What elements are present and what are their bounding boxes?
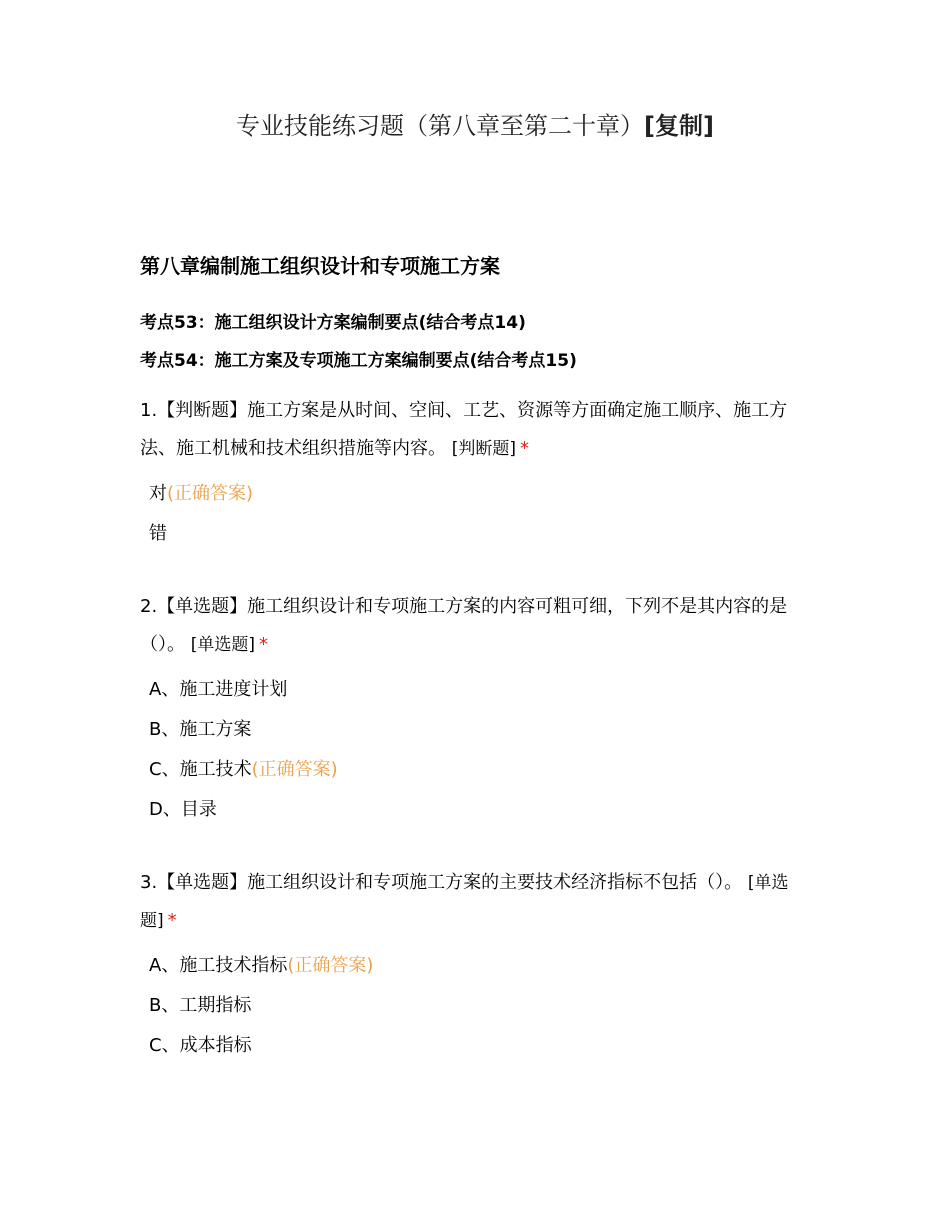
- option-false[interactable]: [149, 514, 820, 554]
- option-list: [149, 670, 820, 830]
- document-title-main: 专业技能练习题（第八章至第二十章）: [236, 112, 645, 140]
- option-label: D、目录: [149, 799, 217, 820]
- option-b[interactable]: [149, 986, 820, 1026]
- correct-answer-tag: (正确答案): [287, 955, 374, 976]
- option-label: C、成本指标: [149, 1035, 252, 1056]
- section-heading: 第八章编制施工组织设计和专项施工方案: [140, 254, 500, 278]
- question-text: [140, 392, 820, 468]
- option-c[interactable]: [149, 750, 820, 790]
- question-stem: 2.【单选题】施工组织设计和专项施工方案的内容可粗可细，下列不是其内容的是（）。: [140, 596, 788, 655]
- question-stem: 1.【判断题】施工方案是从时间、空间、工艺、资源等方面确定施工顺序、施工方法、施工机械和技术组织措施等内容。: [140, 400, 788, 459]
- question-type-label: [判断题]: [451, 439, 516, 459]
- option-a[interactable]: [149, 946, 820, 986]
- key-points: [140, 304, 820, 380]
- option-a[interactable]: [149, 670, 820, 710]
- option-c[interactable]: [149, 1026, 820, 1066]
- option-label: A、施工进度计划: [149, 679, 288, 700]
- option-label: B、工期指标: [149, 995, 252, 1016]
- key-point: 考点53：施工组织设计方案编制要点(结合考点14): [140, 313, 526, 333]
- question-3: [140, 864, 820, 1066]
- option-list: [149, 474, 820, 554]
- option-label: C、施工技术: [149, 759, 252, 780]
- question-type-label: [单选题]: [140, 873, 789, 931]
- option-list: [149, 946, 820, 1066]
- option-true[interactable]: [149, 474, 820, 514]
- required-star: *: [259, 634, 268, 655]
- option-label: 错: [149, 523, 167, 544]
- correct-answer-tag: (正确答案): [167, 483, 254, 504]
- question-text: [140, 588, 820, 664]
- option-label: A、施工技术指标: [149, 955, 288, 976]
- question-type-label: [单选题]: [190, 635, 255, 655]
- document-title: [0, 108, 950, 144]
- question-2: [140, 588, 820, 830]
- option-label: B、施工方案: [149, 719, 252, 740]
- option-label: 对: [149, 483, 167, 504]
- question-text: [140, 864, 820, 940]
- document-content: [140, 248, 820, 1100]
- required-star: *: [167, 910, 177, 931]
- option-b[interactable]: [149, 710, 820, 750]
- question-stem: 3.【单选题】施工组织设计和专项施工方案的主要技术经济指标不包括（）。: [140, 872, 743, 893]
- question-1: [140, 392, 820, 554]
- required-star: *: [520, 438, 529, 459]
- key-point: 考点54：施工方案及专项施工方案编制要点(结合考点15): [140, 351, 577, 371]
- document-title-suffix: [复制]: [644, 112, 714, 140]
- correct-answer-tag: (正确答案): [251, 759, 338, 780]
- option-d[interactable]: [149, 790, 820, 830]
